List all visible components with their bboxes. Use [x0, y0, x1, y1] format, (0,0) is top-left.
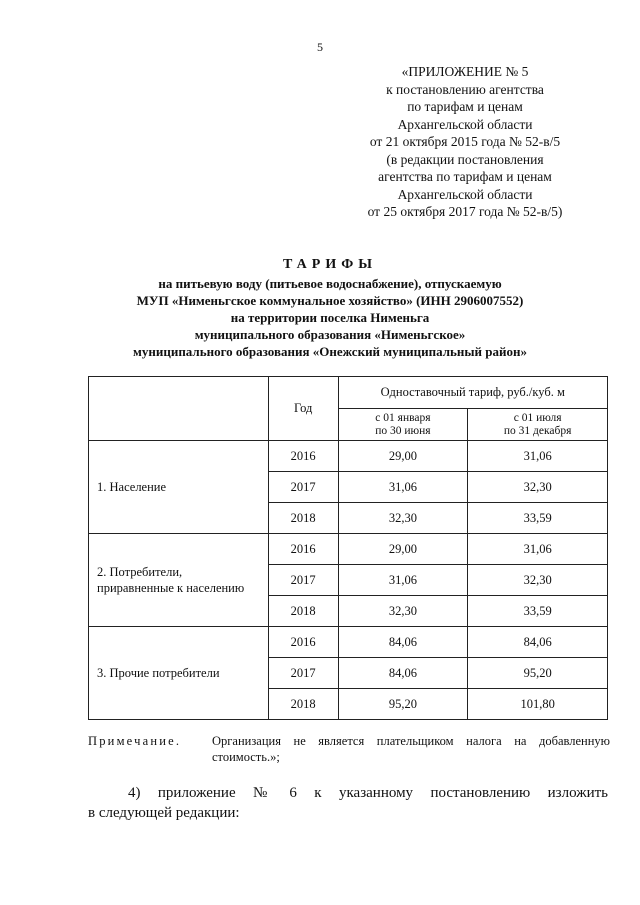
tariff-table	[88, 376, 608, 720]
year-cell: 2018	[268, 689, 338, 720]
value-cell: 32,30	[468, 472, 608, 503]
year-cell: 2016	[268, 441, 338, 472]
year-cell: 2018	[268, 596, 338, 627]
value-cell: 32,30	[338, 596, 468, 627]
period2-header	[468, 409, 608, 441]
page-number: 5	[317, 40, 323, 54]
value-cell: 31,06	[338, 565, 468, 596]
value-cell: 95,20	[338, 689, 468, 720]
value-cell: 84,06	[468, 627, 608, 658]
value-cell: 32,30	[338, 503, 468, 534]
appendix-line: к постановлению агентства	[386, 81, 544, 97]
appendix-line: агентства по тарифам и ценам	[378, 169, 552, 184]
period2-line2: по 31 декабря	[503, 424, 572, 437]
table-note	[88, 733, 610, 765]
category-cell	[89, 627, 269, 720]
period1-line2: по 30 июня	[375, 424, 431, 437]
value-cell: 84,06	[338, 658, 468, 689]
category-cell	[89, 534, 269, 627]
value-cell: 95,20	[468, 658, 608, 689]
category-cell	[89, 441, 269, 534]
period1-line1: с 01 января	[375, 411, 431, 424]
category-line2: приравненные к населению	[97, 581, 245, 595]
value-cell: 101,80	[468, 689, 608, 720]
tariff-header: Одноставочный тариф, руб./куб. м	[338, 377, 607, 409]
category-line1: 1. Население	[97, 480, 167, 494]
year-cell: 2016	[268, 534, 338, 565]
value-cell: 29,00	[338, 441, 468, 472]
table-row	[89, 534, 608, 565]
note-text-line2: стоимость.»;	[212, 750, 280, 764]
appendix-line: по тарифам и ценам	[407, 99, 523, 114]
value-cell: 32,30	[468, 565, 608, 596]
appendix-line: Архангельской области	[397, 116, 533, 132]
appendix-line: (в редакции постановления	[386, 151, 544, 167]
table-row	[89, 441, 608, 472]
table-row	[89, 627, 608, 658]
title-line: на территории поселка Нименьга	[230, 310, 430, 325]
note-text-line1: Организация не является плательщиком налога на добавленную	[212, 734, 610, 748]
title-line: МУП «Нименьгское коммунальное хозяйство» (ИНН 2906007552)	[136, 293, 524, 308]
appendix-line: от 21 октября 2015 года № 52-в/5	[369, 134, 561, 149]
category-header	[89, 377, 269, 441]
value-cell: 29,00	[338, 534, 468, 565]
document-title	[60, 255, 600, 360]
year-cell: 2018	[268, 503, 338, 534]
title-line: муниципального образования «Нименьгское»	[194, 327, 466, 342]
item-4-paragraph	[88, 783, 608, 823]
title-line: на питьевую воду (питьевое водоснабжение), отпускаемую	[158, 276, 502, 291]
appendix-header	[330, 63, 600, 221]
value-cell: 33,59	[468, 503, 608, 534]
item-4-line2: в следующей редакции:	[88, 805, 240, 821]
category-line1: 3. Прочие потребители	[97, 666, 220, 680]
note-label: Примечание.	[88, 734, 182, 748]
appendix-line: Архангельской области	[397, 186, 533, 202]
year-cell: 2017	[268, 472, 338, 503]
value-cell: 33,59	[468, 596, 608, 627]
year-cell: 2016	[268, 627, 338, 658]
period2-line1: с 01 июля	[513, 411, 562, 424]
title-line: муниципального образования «Онежский муниципальный район»	[133, 344, 527, 359]
year-cell: 2017	[268, 565, 338, 596]
value-cell: 31,06	[468, 441, 608, 472]
value-cell: 31,06	[338, 472, 468, 503]
period1-header	[338, 409, 468, 441]
item-4-line1: 4) приложение № 6 к указанному постановлению изложить	[128, 785, 608, 801]
year-cell: 2017	[268, 658, 338, 689]
category-line1: 2. Потребители,	[97, 565, 183, 579]
title-heading: ТАРИФЫ	[283, 257, 377, 272]
year-header: Год	[268, 377, 338, 441]
appendix-line: «ПРИЛОЖЕНИЕ № 5	[401, 64, 529, 79]
value-cell: 84,06	[338, 627, 468, 658]
appendix-line: от 25 октября 2017 года № 52-в/5)	[367, 204, 563, 219]
value-cell: 31,06	[468, 534, 608, 565]
